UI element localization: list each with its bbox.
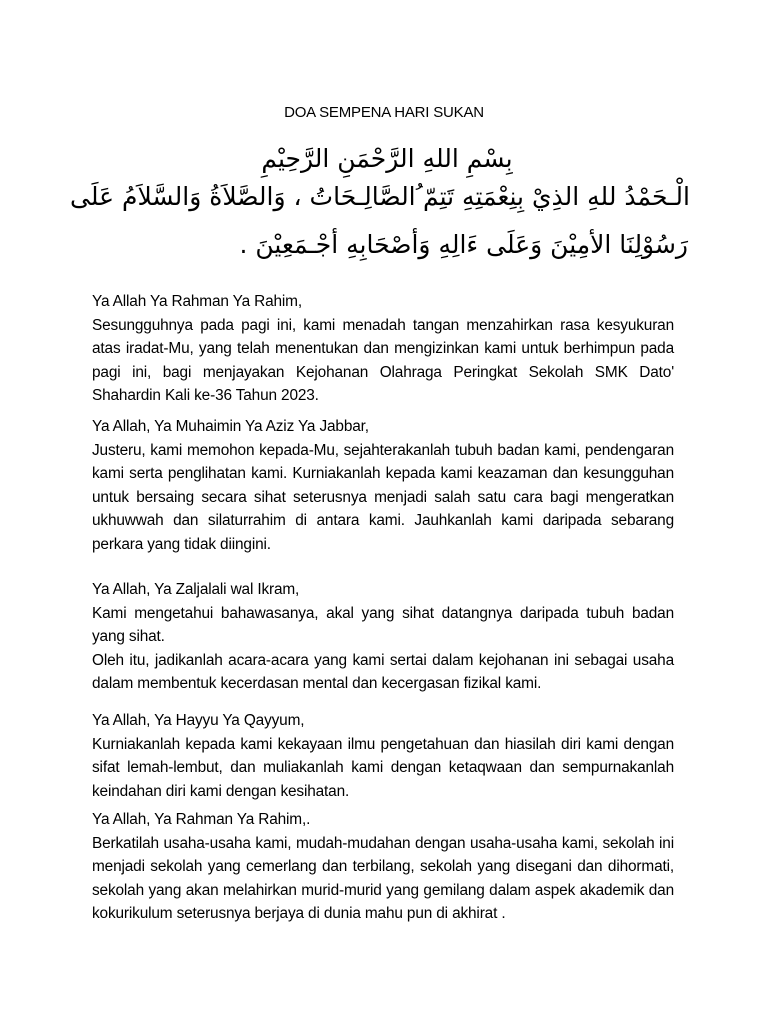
section-body-continued: Oleh itu, jadikanlah acara-acara yang kami sertai dalam kejohanan ini sebagai usaha dalam membentuk kecerdasan mental dan kecergasan fizikal kami. (92, 651, 674, 692)
section-body: Kurniakanlah kepada kami kekayaan ilmu pengetahuan dan hiasilah diri kami dengan sifat lemah-lembut, dan muliakanlah kami dengan ketaqwaan dan sempurnakanlah keindahan diri kami dengan kesihatan. (92, 735, 674, 800)
section-body: Kami mengetahui bahawasanya, akal yang sihat datangnya daripada tubuh badan yang sihat. (92, 604, 674, 645)
section-body: Sesungguhnya pada pagi ini, kami menadah tangan menzahirkan rasa kesyukuran atas iradat-Mu, yang telah menentukan dan mengizinkan kami untuk berhimpun pada pagi ini, bagi menjayakan Kejohanan Olahraga Peringkat Sekolah SMK Dato' Shahardin Kali ke-36 Tahun 2023. (92, 316, 674, 404)
section-heading: Ya Allah, Ya Hayyu Ya Qayyum, (92, 712, 305, 729)
arabic-bismillah: بِسْمِ اللهِ الرَّحْمَنِ الرَّحِيْمِ (261, 144, 513, 173)
section-heading: Ya Allah Ya Rahman Ya Rahim, (92, 293, 302, 310)
section-heading: Ya Allah, Ya Zaljalali wal Ikram, (92, 581, 300, 598)
prayer-section-3 (92, 578, 674, 696)
prayer-section-5 (92, 808, 674, 926)
section-heading: Ya Allah, Ya Rahman Ya Rahim,. (92, 811, 311, 828)
section-body: Berkatilah usaha-usaha kami, mudah-mudahan dengan usaha-usaha kami, sekolah ini menjadi sekolah yang cemerlang dan terbilang, sekolah yang disegani dan dihormati, sekolah yang akan melahirkan murid-murid yang gemilang dalam aspek akademik dan kokurikulum seterusnya berjaya di dunia mahu pun di akhirat . (92, 834, 674, 922)
section-heading: Ya Allah, Ya Muhaimin Ya Aziz Ya Jabbar, (92, 418, 369, 435)
arabic-salawat-line: رَسُوْلِنَا الأمِيْنَ وَعَلَى ءَالِهِ وَأصْحَابِهِ أجْـمَعِيْنَ . (239, 230, 688, 259)
arabic-praise-line: الْـحَمْدُ للهِ الذِيْ بِنِعْمَتِهِ تَتِمّ ُالصَّالِـحَاتُ ، وَالصَّلاَةُ وَالسَّلاَمُ عَلَى (69, 182, 690, 211)
document-title: DOA SEMPENA HARI SUKAN (284, 104, 484, 121)
prayer-section-2 (92, 415, 674, 556)
prayer-section-1 (92, 290, 674, 408)
section-body: Justeru, kami memohon kepada-Mu, sejahterakanlah tubuh badan kami, pendengaran kami serta penglihatan kami. Kurniakanlah kepada kami keazaman dan kesungguhan untuk bersaing secara sihat seterusnya menjadi salah satu cara bagi mengeratkan ukhuwwah dan silaturrahim di antara kami. Jauhkanlah kami daripada sebarang perkara yang tidak diingini. (92, 441, 674, 553)
prayer-section-4 (92, 709, 674, 803)
